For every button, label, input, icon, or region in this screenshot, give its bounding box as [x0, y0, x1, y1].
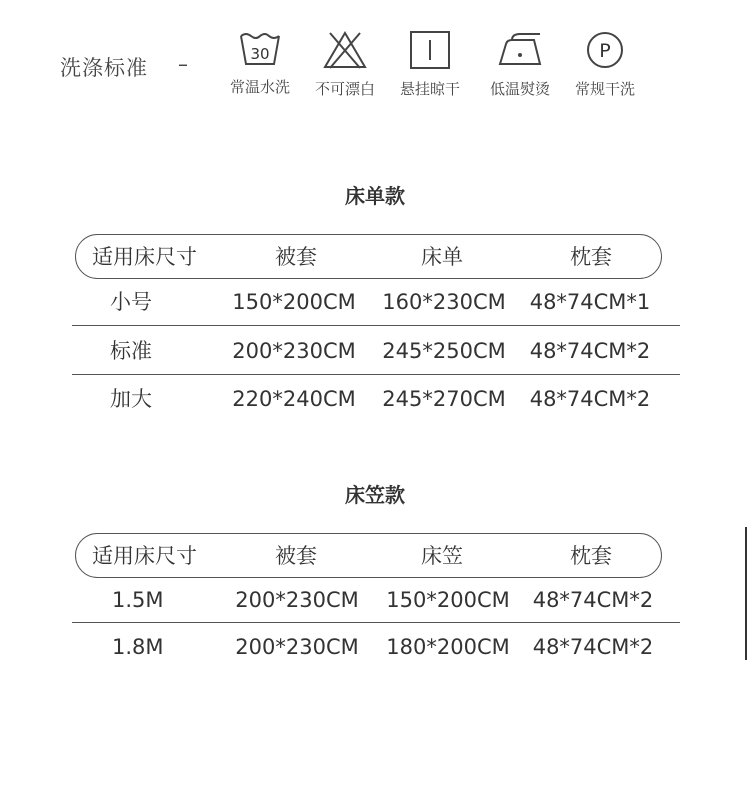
- header-fitted-sheet: 床笠: [421, 544, 463, 568]
- header-sheet: 床单: [421, 245, 463, 269]
- table-row: [0, 331, 750, 371]
- row-pillow: 48*74CM*2: [529, 339, 651, 363]
- header-duvet: 被套: [275, 544, 317, 568]
- row-pillow: 48*74CM*2: [532, 588, 654, 612]
- sheet-set-header-row: [0, 237, 750, 277]
- care-item-no-bleach: [305, 30, 385, 99]
- header-size: 适用床尺寸: [92, 544, 197, 568]
- table-row: [0, 580, 750, 620]
- row-sheet: 245*270CM: [382, 387, 506, 411]
- row-divider: [72, 374, 680, 375]
- header-pillow: 枕套: [570, 544, 612, 568]
- care-title: 洗涤标准: [60, 56, 148, 80]
- care-item-low-iron: [480, 30, 560, 99]
- wash-temp-text: 30: [250, 45, 270, 63]
- table-row: [0, 379, 750, 419]
- table-row: [0, 282, 750, 322]
- row-duvet: 200*230CM: [235, 635, 359, 659]
- care-label: 常温水洗: [229, 78, 290, 96]
- fitted-set-title: 床笠款: [345, 483, 405, 507]
- row-size: 1.8M: [112, 635, 164, 659]
- dry-clean-p-icon: [584, 30, 626, 70]
- care-dash: –: [178, 52, 188, 76]
- sheet-set-title: 床单款: [345, 184, 405, 208]
- row-pillow: 48*74CM*2: [529, 387, 651, 411]
- care-label: 低温熨烫: [489, 80, 550, 98]
- care-label: 不可漂白: [314, 80, 375, 98]
- care-item-wash: [220, 30, 300, 97]
- edge-line: [745, 527, 747, 660]
- table-row: [0, 627, 750, 667]
- row-duvet: 150*200CM: [232, 290, 356, 314]
- row-duvet: 200*230CM: [232, 339, 356, 363]
- row-pillow: 48*74CM*1: [529, 290, 651, 314]
- care-item-dry-clean: [565, 30, 645, 99]
- row-size: 小号: [110, 290, 152, 314]
- header-size: 适用床尺寸: [92, 245, 197, 269]
- row-pillow: 48*74CM*2: [532, 635, 654, 659]
- care-label: 常规干洗: [574, 80, 635, 98]
- care-item-hang-dry: [390, 30, 470, 99]
- row-fitted-sheet: 180*200CM: [386, 635, 510, 659]
- wash-30-icon: [238, 30, 282, 68]
- row-sheet: 245*250CM: [382, 339, 506, 363]
- fitted-set-header-row: [0, 536, 750, 576]
- row-divider: [72, 325, 680, 326]
- row-duvet: 200*230CM: [235, 588, 359, 612]
- row-sheet: 160*230CM: [382, 290, 506, 314]
- row-size: 标准: [110, 339, 152, 363]
- hang-dry-icon: [409, 30, 451, 70]
- dry-clean-letter: P: [599, 40, 611, 62]
- row-fitted-sheet: 150*200CM: [386, 588, 510, 612]
- row-size: 1.5M: [112, 588, 164, 612]
- row-duvet: 220*240CM: [232, 387, 356, 411]
- low-iron-icon: [496, 30, 544, 70]
- header-duvet: 被套: [275, 245, 317, 269]
- no-bleach-icon: [322, 30, 368, 70]
- care-label: 悬挂晾干: [399, 80, 460, 98]
- row-divider: [72, 622, 680, 623]
- row-size: 加大: [110, 387, 152, 411]
- header-pillow: 枕套: [570, 245, 612, 269]
